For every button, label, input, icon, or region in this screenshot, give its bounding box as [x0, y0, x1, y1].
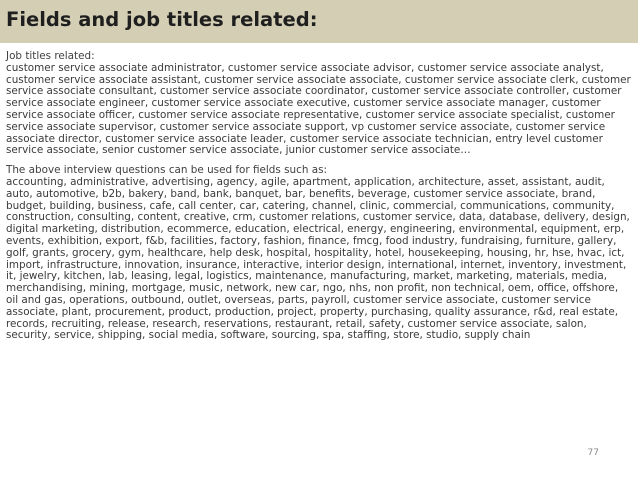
job-titles-heading-colon: : [91, 50, 95, 62]
job-titles-list: customer service associate administrator, customer service associate advisor, customer service associate analyst, customer service associate assistant, customer service associate associate, customer service associate clerk, customer service associate consultant, customer service associate coordinator, customer service associate controller, customer service associate engineer, customer service associate executive, customer service associate manager, customer service associate officer, customer service associate representative, customer service associate specialist, customer service associate supervisor, customer service associate support, vp customer service associate, customer service associate director, customer service associate leader, customer service associate technician, entry level customer service associate, senior customer service associate, junior customer service associate… [6, 61, 631, 157]
title-bar [0, 0, 638, 43]
fields-heading-text: The above interview questions can be used for fields such as [6, 164, 324, 177]
slide-content [6, 51, 632, 342]
fields-list: accounting, administrative, advertising, agency, agile, apartment, application, architecture, asset, assistant, audit, auto, automotive, b2b, bakery, band, bank, banquet, bar, benefits, beverage, customer service associate, brand, budget, building, business, cafe, call center, car, catering, channel, clinic, commercial, communications, community, construction, consulting, content, creative, crm, customer relations, customer service, data, database, delivery, design, digital marketing, distribution, ecommerce, education, electrical, energy, engineering, environmental, equipment, erp, events, exhibition, export, f&b, facilities, factory, fashion, finance, fmcg, food industry, fundraising, furniture, gallery, golf, grants, grocery, gym, healthcare, help desk, hospital, hospitality, hotel, housekeeping, housing, hr, hse, hvac, ict, import, infrastructure, innovation, insurance, interactive, interior design, international, internet, inventory, investment, it, jewelry, kitchen, lab, leasing, legal, logistics, maintenance, manufacturing, market, marketing, materials, media, merchandising, mining, mortgage, music, network, new car, ngo, nhs, non profit, non technical, oem, office, offshore, oil and gas, operations, outbound, outlet, overseas, parts, payroll, customer service associate, customer service associate, plant, procurement, product, production, project, property, purchasing, quality assurance, r&d, real estate, records, recruiting, release, research, reservations, restaurant, retail, safety, customer service associate, salon, security, service, shipping, social media, software, sourcing, spa, staffing, store, studio, supply chain [6, 175, 630, 342]
slide-title: Fields and job titles related: [6, 8, 318, 31]
job-titles-heading-text: Job titles related [6, 50, 92, 62]
page-number: 77 [587, 448, 599, 458]
fields-heading-colon: : [323, 164, 328, 177]
